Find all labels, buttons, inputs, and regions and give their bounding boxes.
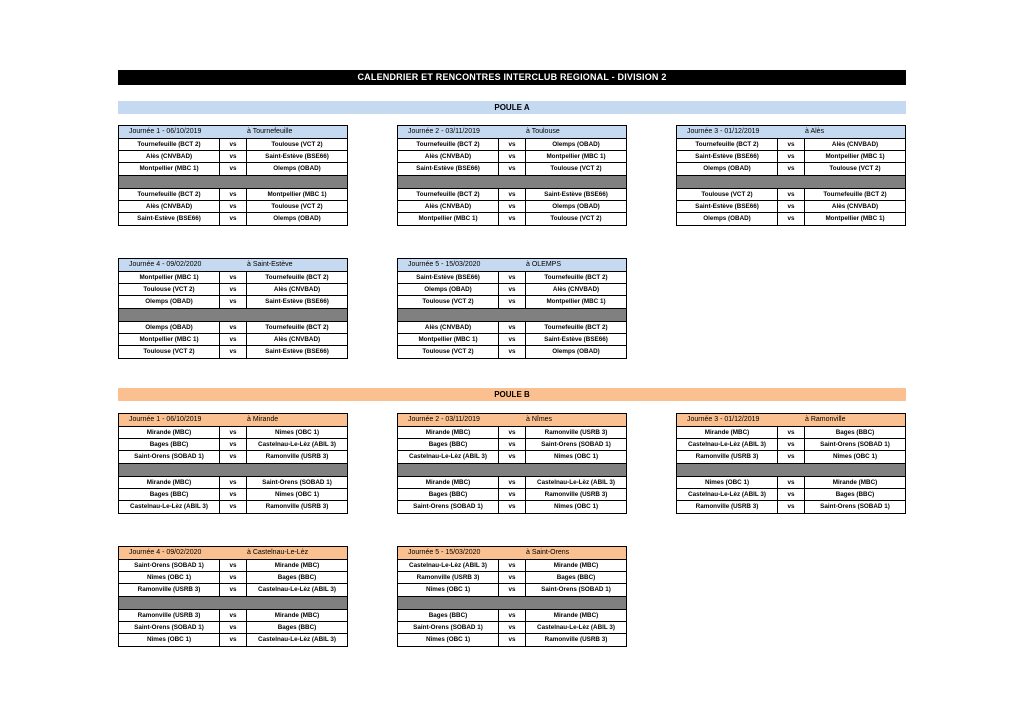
vs-label: vs <box>229 478 237 486</box>
matchday-location: à Ramonville <box>805 416 846 423</box>
away-team: Toulouse (VCT 2) <box>525 163 626 174</box>
match-row <box>119 584 347 596</box>
match-row <box>398 151 626 163</box>
matchday-date: Journée 1 - 06/10/2019 <box>129 128 202 135</box>
vs-label: vs <box>229 274 237 281</box>
vs-label: vs <box>508 335 516 343</box>
home-team: Tournefeuille (BCT 2) <box>398 189 499 200</box>
match-row <box>398 322 626 334</box>
match-row <box>677 477 905 489</box>
home-team: Castelnau-Le-Lèz (ABIL 3) <box>677 439 778 450</box>
home-team: Toulouse (VCT 2) <box>119 284 220 295</box>
vs-label: vs <box>508 153 516 161</box>
away-team: Mirande (MBC) <box>525 560 626 571</box>
home-team: Ramonville (USRB 3) <box>398 572 499 583</box>
home-team: Saint-Orens (SOBAD 1) <box>119 451 220 462</box>
match-row <box>398 284 626 296</box>
matchday-header <box>119 126 347 139</box>
home-team: Saint-Estève (BSE66) <box>677 151 778 162</box>
home-team: Saint-Orens (SOBAD 1) <box>398 501 499 513</box>
home-team: Castelnau-Le-Lèz (ABIL 3) <box>398 560 499 571</box>
home-team: Nîmes (OBC 1) <box>677 477 778 488</box>
vs-label: vs <box>229 202 237 210</box>
vs-label: vs <box>508 274 516 281</box>
home-team: Alès (CNVBAD) <box>398 151 499 162</box>
vs-label: vs <box>508 623 516 631</box>
home-team: Montpellier (MBC 1) <box>119 334 220 345</box>
matchday-date: Journée 4 - 09/02/2020 <box>129 261 202 268</box>
vs-label: vs <box>229 562 237 569</box>
home-team: Olemps (OBAD) <box>119 322 220 333</box>
vs-label: vs <box>229 153 237 161</box>
match-row <box>119 501 347 513</box>
home-team: Bages (BBC) <box>398 610 499 621</box>
home-team: Olemps (OBAD) <box>398 284 499 295</box>
match-row <box>398 622 626 634</box>
separator-row <box>398 176 626 189</box>
vs-label: vs <box>229 623 237 631</box>
home-team: Toulouse (VCT 2) <box>677 189 778 200</box>
match-row <box>677 501 905 513</box>
home-team: Saint-Estève (BSE66) <box>398 272 499 283</box>
vs-label: vs <box>229 441 237 449</box>
matchday-date: Journée 4 - 09/02/2020 <box>129 549 202 556</box>
home-team: Montpellier (MBC 1) <box>119 163 220 174</box>
away-team: Nîmes (OBC 1) <box>525 451 626 462</box>
match-row <box>398 489 626 501</box>
away-team: Toulouse (VCT 2) <box>804 163 905 174</box>
away-team: Saint-Estève (BSE66) <box>246 151 347 162</box>
home-team: Ramonville (USRB 3) <box>677 451 778 462</box>
home-team: Olemps (OBAD) <box>677 163 778 174</box>
matchday-header <box>398 126 626 139</box>
matchday-header <box>119 414 347 427</box>
away-team: Olemps (OBAD) <box>246 213 347 225</box>
vs-label: vs <box>508 323 516 331</box>
match-row <box>119 272 347 284</box>
away-team: Saint-Orens (SOBAD 1) <box>804 439 905 450</box>
vs-label: vs <box>229 298 237 306</box>
away-team: Castelnau-Le-Lèz (ABIL 3) <box>246 584 347 595</box>
match-row <box>119 284 347 296</box>
home-team: Saint-Orens (SOBAD 1) <box>119 622 220 633</box>
match-row <box>677 451 905 463</box>
away-team: Mirande (MBC) <box>525 610 626 621</box>
away-team: Alès (CNVBAD) <box>246 334 347 345</box>
away-team: Olemps (OBAD) <box>525 346 626 358</box>
matchday-table <box>676 125 906 226</box>
matchday-table <box>118 413 348 514</box>
away-team: Toulouse (VCT 2) <box>246 139 347 150</box>
page-title: CALENDRIER ET RENCONTRES INTERCLUB REGIONAL - DIVISION 2 <box>118 70 906 85</box>
home-team: Bages (BBC) <box>398 439 499 450</box>
home-team: Bages (BBC) <box>398 489 499 500</box>
match-row <box>119 489 347 501</box>
home-team: Tournefeuille (BCT 2) <box>119 139 220 150</box>
match-row <box>677 439 905 451</box>
matchday-location: à Saint-Orens <box>526 549 570 556</box>
match-row <box>398 451 626 463</box>
vs-label: vs <box>508 478 516 486</box>
vs-label: vs <box>229 347 237 355</box>
away-team: Ramonville (USRB 3) <box>525 634 626 646</box>
separator-row <box>398 464 626 477</box>
matchday-table <box>397 258 627 359</box>
away-team: Montpellier (MBC 1) <box>246 189 347 200</box>
home-team: Mirande (MBC) <box>119 477 220 488</box>
match-row <box>398 296 626 308</box>
match-row <box>119 477 347 489</box>
match-row <box>119 213 347 225</box>
vs-label: vs <box>229 502 237 510</box>
home-team: Castelnau-Le-Lèz (ABIL 3) <box>119 501 220 513</box>
separator-row <box>119 176 347 189</box>
match-row <box>398 634 626 646</box>
matchday-header <box>677 126 905 139</box>
away-team: Saint-Orens (SOBAD 1) <box>525 439 626 450</box>
separator-row <box>677 176 905 189</box>
vs-label: vs <box>229 214 237 222</box>
vs-label: vs <box>229 335 237 343</box>
vs-label: vs <box>229 586 237 594</box>
away-team: Toulouse (VCT 2) <box>246 201 347 212</box>
vs-label: vs <box>508 141 516 148</box>
vs-label: vs <box>787 214 795 222</box>
vs-label: vs <box>508 347 516 355</box>
vs-label: vs <box>787 441 795 449</box>
away-team: Alès (CNVBAD) <box>246 284 347 295</box>
home-team: Saint-Estève (BSE66) <box>677 201 778 212</box>
away-team: Castelnau-Le-Lèz (ABIL 3) <box>246 634 347 646</box>
match-row <box>398 560 626 572</box>
away-team: Castelnau-Le-Lèz (ABIL 3) <box>525 622 626 633</box>
home-team: Nîmes (OBC 1) <box>398 634 499 646</box>
home-team: Alès (CNVBAD) <box>119 151 220 162</box>
vs-label: vs <box>508 562 516 569</box>
matchday-header <box>398 414 626 427</box>
match-row <box>398 477 626 489</box>
vs-label: vs <box>229 611 237 619</box>
away-team: Ramonville (USRB 3) <box>525 489 626 500</box>
matchday-location: à Alès <box>805 128 825 135</box>
home-team: Alès (CNVBAD) <box>398 201 499 212</box>
matchday-location: à Tournefeuille <box>247 128 293 135</box>
away-team: Alès (CNVBAD) <box>804 201 905 212</box>
home-team: Toulouse (VCT 2) <box>398 296 499 307</box>
vs-label: vs <box>508 586 516 594</box>
matchday-location: à Saint-Estève <box>247 261 293 268</box>
away-team: Montpellier (MBC 1) <box>525 151 626 162</box>
home-team: Mirande (MBC) <box>119 427 220 438</box>
away-team: Ramonville (USRB 3) <box>246 501 347 513</box>
matchday-date: Journée 2 - 03/11/2019 <box>408 128 480 135</box>
vs-label: vs <box>508 611 516 619</box>
home-team: Nîmes (OBC 1) <box>398 584 499 595</box>
home-team: Mirande (MBC) <box>398 427 499 438</box>
home-team: Saint-Estève (BSE66) <box>398 163 499 174</box>
away-team: Saint-Orens (SOBAD 1) <box>525 584 626 595</box>
match-row <box>398 572 626 584</box>
away-team: Mirande (MBC) <box>246 560 347 571</box>
separator-row <box>398 597 626 610</box>
home-team: Ramonville (USRB 3) <box>119 584 220 595</box>
away-team: Tournefeuille (BCT 2) <box>525 272 626 283</box>
separator-row <box>677 464 905 477</box>
away-team: Bages (BBC) <box>525 572 626 583</box>
away-team: Montpellier (MBC 1) <box>804 151 905 162</box>
vs-label: vs <box>229 635 237 643</box>
match-row <box>677 213 905 225</box>
home-team: Alès (CNVBAD) <box>398 322 499 333</box>
match-row <box>119 296 347 308</box>
poule-a-header: POULE A <box>118 101 906 114</box>
matchday-header <box>119 547 347 560</box>
away-team: Tournefeuille (BCT 2) <box>804 189 905 200</box>
vs-label: vs <box>787 141 795 148</box>
vs-label: vs <box>787 202 795 210</box>
matchday-date: Journée 3 - 01/12/2019 <box>687 128 760 135</box>
vs-label: vs <box>229 429 237 436</box>
home-team: Tournefeuille (BCT 2) <box>398 139 499 150</box>
separator-row <box>119 309 347 322</box>
match-row <box>398 610 626 622</box>
away-team: Castelnau-Le-Lèz (ABIL 3) <box>525 477 626 488</box>
home-team: Mirande (MBC) <box>398 477 499 488</box>
vs-label: vs <box>787 165 795 173</box>
match-row <box>398 189 626 201</box>
away-team: Nîmes (OBC 1) <box>804 451 905 462</box>
home-team: Saint-Estève (BSE66) <box>119 213 220 225</box>
match-row <box>119 560 347 572</box>
home-team: Ramonville (USRB 3) <box>119 610 220 621</box>
match-row <box>119 427 347 439</box>
home-team: Mirande (MBC) <box>677 427 778 438</box>
vs-label: vs <box>229 453 237 461</box>
away-team: Bages (BBC) <box>804 427 905 438</box>
away-team: Bages (BBC) <box>246 622 347 633</box>
away-team: Olemps (OBAD) <box>246 163 347 174</box>
match-row <box>398 201 626 213</box>
vs-label: vs <box>229 490 237 498</box>
away-team: Olemps (OBAD) <box>525 201 626 212</box>
matchday-table <box>118 125 348 226</box>
away-team: Mirande (MBC) <box>804 477 905 488</box>
matchday-date: Journée 5 - 15/03/2020 <box>408 261 481 268</box>
home-team: Toulouse (VCT 2) <box>119 346 220 358</box>
away-team: Montpellier (MBC 1) <box>804 213 905 225</box>
vs-label: vs <box>508 202 516 210</box>
home-team: Saint-Orens (SOBAD 1) <box>119 560 220 571</box>
match-row <box>398 427 626 439</box>
matchday-header <box>398 259 626 272</box>
matchday-location: à OLEMPS <box>526 261 562 268</box>
away-team: Saint-Estève (BSE66) <box>525 334 626 345</box>
match-row <box>398 439 626 451</box>
away-team: Nîmes (OBC 1) <box>246 427 347 438</box>
match-row <box>119 334 347 346</box>
match-row <box>398 139 626 151</box>
vs-label: vs <box>229 323 237 331</box>
vs-label: vs <box>229 190 237 198</box>
away-team: Saint-Estève (BSE66) <box>525 189 626 200</box>
match-row <box>398 584 626 596</box>
matchday-location: à Toulouse <box>526 128 560 135</box>
match-row <box>119 201 347 213</box>
home-team: Bages (BBC) <box>119 439 220 450</box>
poule-b-header: POULE B <box>118 388 906 401</box>
vs-label: vs <box>508 286 516 294</box>
home-team: Olemps (OBAD) <box>119 296 220 307</box>
matchday-location: à Nîmes <box>526 416 553 423</box>
match-row <box>119 189 347 201</box>
vs-label: vs <box>508 298 516 306</box>
separator-row <box>119 464 347 477</box>
matchday-location: à Mirande <box>247 416 279 423</box>
match-row <box>677 201 905 213</box>
match-row <box>398 163 626 175</box>
match-row <box>119 634 347 646</box>
away-team: Nîmes (OBC 1) <box>525 501 626 513</box>
matchday-date: Journée 5 - 15/03/2020 <box>408 549 481 556</box>
vs-label: vs <box>229 165 237 173</box>
away-team: Saint-Estève (BSE66) <box>246 296 347 307</box>
match-row <box>677 151 905 163</box>
match-row <box>398 501 626 513</box>
vs-label: vs <box>787 190 795 198</box>
vs-label: vs <box>508 214 516 222</box>
away-team: Saint-Orens (SOBAD 1) <box>246 477 347 488</box>
match-row <box>398 334 626 346</box>
away-team: Saint-Estève (BSE66) <box>246 346 347 358</box>
matchday-table <box>118 546 348 647</box>
match-row <box>677 189 905 201</box>
home-team: Ramonville (USRB 3) <box>677 501 778 513</box>
away-team: Tournefeuille (BCT 2) <box>246 322 347 333</box>
vs-label: vs <box>508 453 516 461</box>
home-team: Nîmes (OBC 1) <box>119 634 220 646</box>
match-row <box>398 213 626 225</box>
matchday-table <box>118 258 348 359</box>
away-team: Saint-Orens (SOBAD 1) <box>804 501 905 513</box>
home-team: Tournefeuille (BCT 2) <box>119 189 220 200</box>
matchday-table <box>397 413 627 514</box>
away-team: Ramonville (USRB 3) <box>246 451 347 462</box>
match-row <box>119 610 347 622</box>
match-row <box>119 322 347 334</box>
away-team: Nîmes (OBC 1) <box>246 489 347 500</box>
match-row <box>119 622 347 634</box>
matchday-location: à Castelnau-Le-Lèz <box>247 549 309 556</box>
vs-label: vs <box>787 153 795 161</box>
away-team: Tournefeuille (BCT 2) <box>525 322 626 333</box>
matchday-header <box>398 547 626 560</box>
home-team: Toulouse (VCT 2) <box>398 346 499 358</box>
home-team: Bages (BBC) <box>119 489 220 500</box>
vs-label: vs <box>229 141 237 148</box>
home-team: Montpellier (MBC 1) <box>398 213 499 225</box>
match-row <box>677 163 905 175</box>
away-team: Olemps (OBAD) <box>525 139 626 150</box>
home-team: Montpellier (MBC 1) <box>398 334 499 345</box>
match-row <box>398 272 626 284</box>
home-team: Castelnau-Le-Lèz (ABIL 3) <box>677 489 778 500</box>
home-team: Saint-Orens (SOBAD 1) <box>398 622 499 633</box>
separator-row <box>398 309 626 322</box>
away-team: Castelnau-Le-Lèz (ABIL 3) <box>246 439 347 450</box>
away-team: Toulouse (VCT 2) <box>525 213 626 225</box>
home-team: Tournefeuille (BCT 2) <box>677 139 778 150</box>
vs-label: vs <box>787 453 795 461</box>
matchday-table <box>676 413 906 514</box>
vs-label: vs <box>508 490 516 498</box>
match-row <box>119 439 347 451</box>
matchday-header <box>677 414 905 427</box>
home-team: Olemps (OBAD) <box>677 213 778 225</box>
match-row <box>119 346 347 358</box>
matchday-table <box>397 125 627 226</box>
vs-label: vs <box>508 635 516 643</box>
away-team: Bages (BBC) <box>804 489 905 500</box>
vs-label: vs <box>508 502 516 510</box>
home-team: Nîmes (OBC 1) <box>119 572 220 583</box>
vs-label: vs <box>787 502 795 510</box>
away-team: Ramonville (USRB 3) <box>525 427 626 438</box>
match-row <box>677 427 905 439</box>
away-team: Alès (CNVBAD) <box>804 139 905 150</box>
match-row <box>119 572 347 584</box>
vs-label: vs <box>229 574 237 582</box>
match-row <box>119 151 347 163</box>
away-team: Bages (BBC) <box>246 572 347 583</box>
vs-label: vs <box>787 478 795 486</box>
away-team: Tournefeuille (BCT 2) <box>246 272 347 283</box>
home-team: Montpellier (MBC 1) <box>119 272 220 283</box>
match-row <box>677 139 905 151</box>
away-team: Mirande (MBC) <box>246 610 347 621</box>
match-row <box>119 451 347 463</box>
vs-label: vs <box>508 441 516 449</box>
vs-label: vs <box>787 429 795 436</box>
home-team: Castelnau-Le-Lèz (ABIL 3) <box>398 451 499 462</box>
separator-row <box>119 597 347 610</box>
away-team: Alès (CNVBAD) <box>525 284 626 295</box>
vs-label: vs <box>787 490 795 498</box>
vs-label: vs <box>508 574 516 582</box>
match-row <box>119 163 347 175</box>
vs-label: vs <box>508 190 516 198</box>
match-row <box>677 489 905 501</box>
matchday-date: Journée 2 - 03/11/2019 <box>408 416 480 423</box>
matchday-table <box>397 546 627 647</box>
matchday-date: Journée 1 - 06/10/2019 <box>129 416 202 423</box>
vs-label: vs <box>229 286 237 294</box>
away-team: Montpellier (MBC 1) <box>525 296 626 307</box>
vs-label: vs <box>508 429 516 436</box>
match-row <box>119 139 347 151</box>
home-team: Alès (CNVBAD) <box>119 201 220 212</box>
match-row <box>398 346 626 358</box>
matchday-header <box>119 259 347 272</box>
vs-label: vs <box>508 165 516 173</box>
matchday-date: Journée 3 - 01/12/2019 <box>687 416 760 423</box>
